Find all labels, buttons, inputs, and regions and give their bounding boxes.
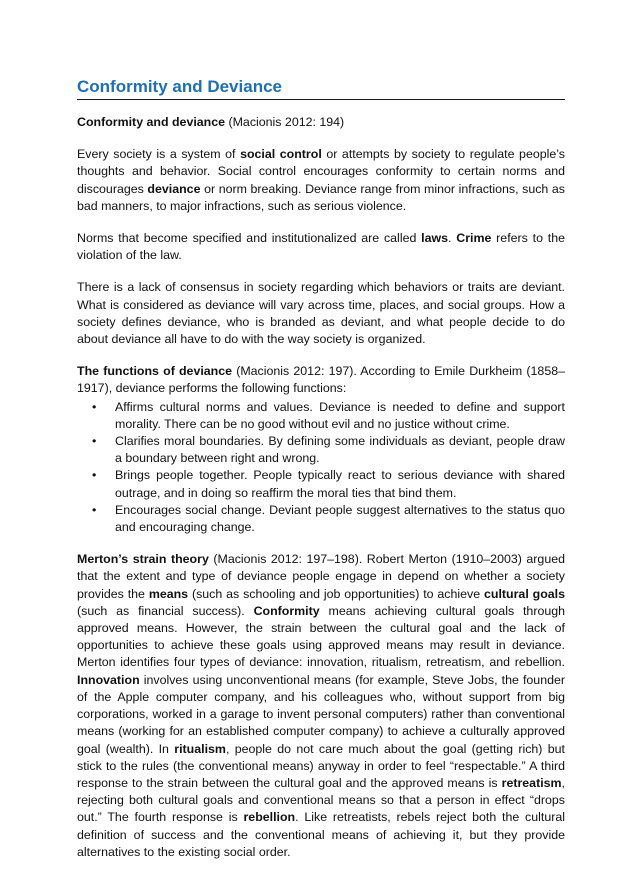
heading-text: Conformity and deviance (77, 115, 226, 129)
list-item-text: Clarifies moral boundaries. By defining some individuals as deviant, people draw a boundary between right and wrong. (115, 434, 565, 466)
text-run: , rejecting both cultural goals and conventional means so that a person in effect “drops out.” The fourth response is (77, 775, 565, 825)
term-retreatism: retreatism (501, 775, 562, 790)
term-ritualism: ritualism (174, 741, 226, 756)
list-item (92, 433, 565, 467)
page-title: Conformity and Deviance (77, 76, 565, 100)
citation-text: (Macionis 2012: 194) (225, 115, 345, 129)
text-run: means achieving cultural goals through approved means. However, the strain between the cultural goal and the lack of opportunities to achieve these goals using approved means may result in deviance. Merton identifies four types of deviance: innovation, ritualism, retreatism, and rebellion. (77, 603, 566, 670)
term-crime: Crime (456, 231, 492, 246)
bullet-icon: • (92, 468, 97, 483)
heading-text: The functions of deviance (77, 364, 233, 379)
bullet-icon: • (92, 434, 97, 449)
bullet-icon: • (92, 502, 97, 517)
list-item-text: Brings people together. People typically react to serious deviance with shared outrage, and in doing so reaffirm the moral ties that bind them. (115, 468, 565, 500)
text-run: or norm breaking. Deviance range from minor infractions, such as bad manners, to major infractions, such as serious violence. (77, 181, 565, 213)
list-item (92, 467, 565, 501)
text-run: (Macionis 2012: 197). According to Emile Durkheim (1858–1917), deviance performs the following functions: (77, 364, 565, 396)
text-run: or attempts by society to regulate people’s thoughts and behavior. Social control encourages conformity to certain norms and discourages (77, 147, 565, 196)
term-conformity: Conformity (253, 603, 320, 618)
paragraph-consensus (77, 279, 565, 348)
text-run: refers to the violation of the law. (77, 231, 565, 263)
text-run: (such as financial success). (77, 603, 254, 618)
term-laws: laws (421, 231, 449, 246)
list-item-text: Affirms cultural norms and values. Deviance is needed to define and support morality. There can be no good without evil and no justice without crime. (115, 399, 565, 431)
text-run: Every society is a system of (77, 147, 241, 162)
list-item-text: Encourages social change. Deviant people suggest alternatives to the status quo and encouraging change. (115, 502, 565, 535)
section-heading-functions (77, 363, 565, 397)
paragraph-social-control (77, 146, 565, 215)
text-run: (such as schooling and job opportunities) to achieve (188, 586, 485, 601)
text-run: , people do not care much about the goal (getting rich) but stick to the rules (the conventional means) anyway in order to feel “respectable.” A third response to the strain between the cultural goal and the approved means is (77, 741, 565, 790)
functions-list (77, 399, 565, 537)
text-run: . (448, 231, 457, 246)
paragraph-merton (77, 551, 565, 861)
text-run: Norms that become specified and institutionalized are called (77, 231, 422, 246)
term-rebellion: rebellion (243, 810, 296, 825)
text-run: . Like retreatists, rebels reject both the cultural definition of success and the conventional means of achieving it, but they provide alternatives to the existing social order. (77, 810, 565, 859)
text-run: There is a lack of consensus in society regarding which behaviors or traits are deviant. What is considered as deviance will vary across time, places, and social groups. How a society defines deviance, who is branded as deviant, and what people decide to do about deviance all have to do with the way society is organized. (77, 280, 565, 347)
paragraph-laws (77, 230, 565, 264)
heading-text: Merton’s strain theory (77, 552, 209, 567)
section-heading-conformity (77, 114, 565, 131)
term-innovation: Innovation (77, 672, 140, 687)
term-cultural-goals: cultural goals (484, 586, 566, 601)
term-means: means (148, 586, 189, 601)
bullet-icon: • (92, 399, 97, 414)
term-social-control: social control (240, 147, 322, 162)
term-deviance: deviance (147, 181, 201, 196)
list-item (92, 502, 565, 536)
list-item (92, 399, 565, 433)
text-run: involves using unconventional means (for example, Steve Jobs, the founder of the Apple computer company, and his colleagues who, without support from big corporations, worked in a garage to invent personal computers) rather than conventional means (working for an established computer company) to achieve a culturally approved goal (wealth). In (77, 672, 565, 756)
document-body (77, 76, 565, 876)
text-run: (Macionis 2012: 197–198). Robert Merton (1910–2003) argued that the extent and type of deviance people engage in depend on whether a society provides the (77, 552, 565, 601)
